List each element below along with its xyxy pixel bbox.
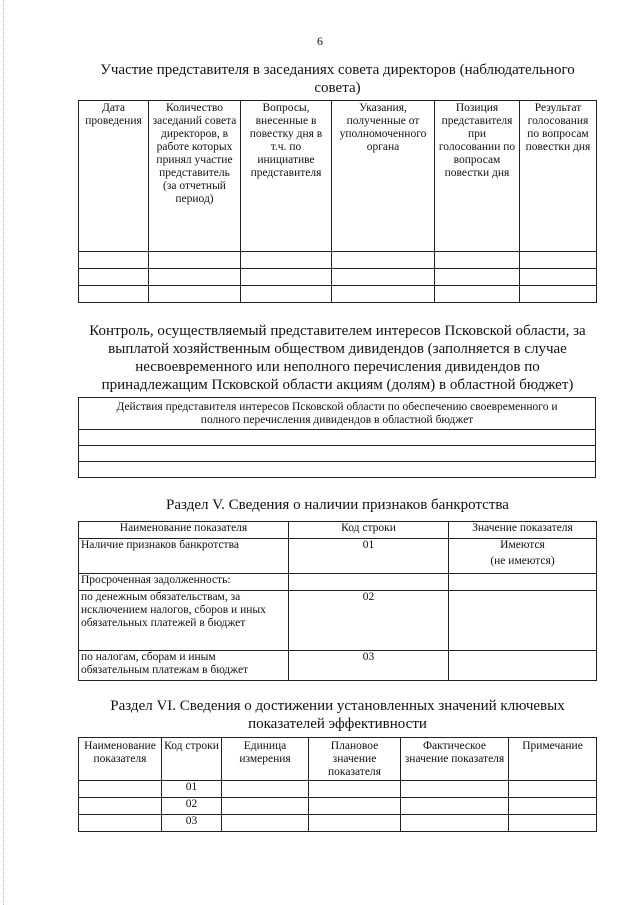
kpi-table <box>78 737 597 832</box>
dividends-table <box>78 397 596 478</box>
col-indicator-value: Значение показателя <box>449 522 597 539</box>
table-row: по налогам, сборам и иным обязательным платежам в бюджет 03 <box>79 651 597 681</box>
col-date: Дата проведения <box>79 101 149 252</box>
dividends-section-title: Контроль, осуществляемый представителем интересов Псковской области, за выплатой хозяйственным обществом дивидендов (заполняется в случае несвоевременного или неполного перечисления дивидендов по принадлежащим Псковской области акциям (долям) в областной бюджет) <box>89 323 586 393</box>
table-row: по денежным обязательствам, за исключением налогов, сборов и иных обязательных платежей в бюджет 02 <box>79 591 597 651</box>
col-indicator-name: Наименование показателя <box>79 522 289 539</box>
col-kpi-code: Код строки <box>162 738 222 781</box>
section-v-title: Раздел V. Сведения о наличии признаков банкротства <box>166 497 509 513</box>
table-row: Наличие признаков банкротства 01 Имеются (не имеются) <box>79 539 597 574</box>
table-row: Просроченная задолженность: <box>79 574 597 591</box>
col-agenda-questions: Вопросы, внесенные в повестку дня в т.ч. по инициативе представителя <box>241 101 332 252</box>
table-row <box>79 269 597 286</box>
col-instructions: Указания, полученные от уполномоченного органа <box>332 101 435 252</box>
table-row: 02 <box>79 798 597 815</box>
board-section-title: Участие представителя в заседаниях совета директоров (наблюдательного совета) <box>100 62 575 96</box>
board-meetings-table <box>78 100 597 303</box>
table-row <box>79 286 597 303</box>
table-row <box>79 430 596 446</box>
table-row <box>79 446 596 462</box>
table-row <box>79 462 596 478</box>
table-row: 01 <box>79 781 597 798</box>
table-row: 03 <box>79 815 597 832</box>
page-number: 6 <box>317 34 323 48</box>
col-voting-result: Результат голосования по вопросам повестки дня <box>520 101 597 252</box>
bankruptcy-table <box>78 521 597 681</box>
table-row <box>79 252 597 269</box>
col-kpi-note: Примечание <box>509 738 597 781</box>
col-kpi-actual: Фактическое значение показателя <box>401 738 509 781</box>
dividends-header: Действия представителя интересов Псковской области по обеспечению своевременного и полного перечисления дивидендов в областной бюджет <box>79 398 596 430</box>
col-kpi-name: Наименование показателя <box>79 738 162 781</box>
col-row-code: Код строки <box>289 522 449 539</box>
col-voting-position: Позиция представителя при голосовании по вопросам повестки дня <box>435 101 520 252</box>
section-vi-title: Раздел VI. Сведения о достижении установленных значений ключевых показателей эффективности <box>110 698 565 732</box>
scan-edge <box>3 0 5 905</box>
col-meetings-count: Количество заседаний совета директоров, в работе которых принял участие представитель (за отчетный период) <box>149 101 241 252</box>
col-kpi-planned: Плановое значение показателя <box>309 738 401 781</box>
col-kpi-unit: Единица измерения <box>222 738 309 781</box>
